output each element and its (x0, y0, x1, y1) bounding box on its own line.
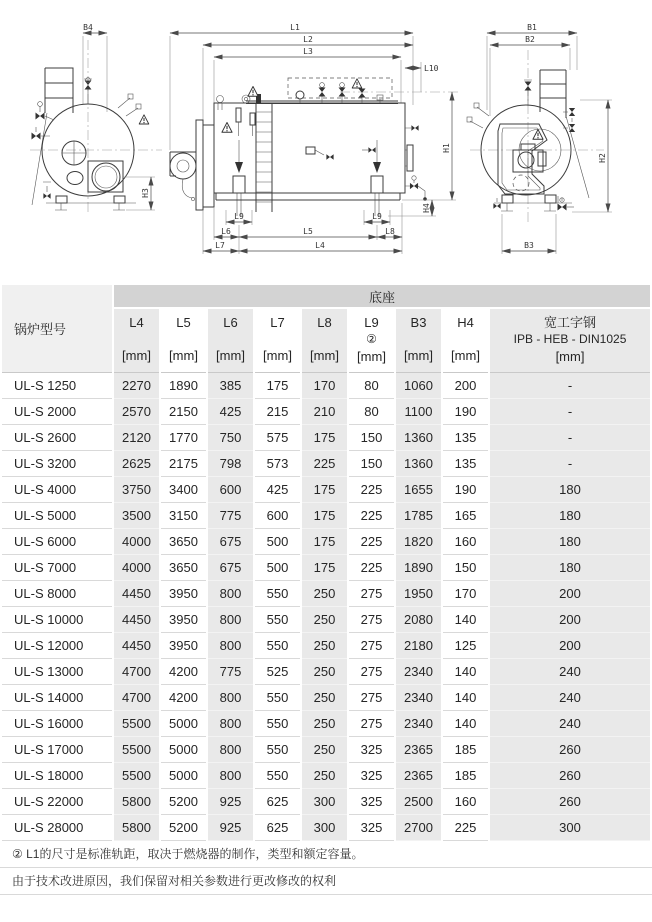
value-cell: 3750 (114, 477, 159, 503)
value-cell: 250 (302, 763, 347, 789)
value-cell: 175 (255, 373, 300, 399)
dim-label-l10: L10 (424, 64, 439, 73)
table-row (2, 477, 650, 503)
value-cell: 200 (490, 581, 650, 607)
value-cell: 225 (349, 555, 394, 581)
value-cell: 210 (302, 399, 347, 425)
model-cell: UL-S 17000 (2, 737, 112, 763)
dim-label-h1: H1 (442, 143, 451, 153)
value-cell: 550 (255, 711, 300, 737)
table-row (2, 789, 650, 815)
column-header-l5 (161, 309, 206, 373)
value-cell: 4700 (114, 659, 159, 685)
column-label: L5 (176, 315, 191, 330)
dim-label-h3: H3 (141, 188, 150, 198)
value-cell: 2625 (114, 451, 159, 477)
column-header-ibeam (490, 309, 650, 373)
value-cell: 275 (349, 659, 394, 685)
value-cell: 2340 (396, 711, 441, 737)
dim-label-l7: L7 (215, 241, 225, 250)
value-cell: 800 (208, 633, 253, 659)
column-label: L8 (317, 315, 332, 330)
value-cell: 775 (208, 659, 253, 685)
value-cell: 275 (349, 711, 394, 737)
value-cell: 180 (490, 555, 650, 581)
column-label: 宽工字钢 (544, 315, 597, 330)
value-cell: 180 (490, 529, 650, 555)
value-cell: 215 (255, 399, 300, 425)
value-cell: 5000 (161, 763, 206, 789)
value-cell: - (490, 451, 650, 477)
footnote-2: 由于技术改进原因，我们保留对相关参数进行更改修改的权利 (0, 868, 652, 895)
value-cell: 925 (208, 815, 253, 841)
column-label: L9 (364, 315, 379, 330)
value-cell: 1655 (396, 477, 441, 503)
value-cell: 3500 (114, 503, 159, 529)
column-unit: [mm] (169, 348, 198, 363)
dim-label-l5: L5 (303, 227, 313, 236)
model-cell: UL-S 13000 (2, 659, 112, 685)
table-row (2, 529, 650, 555)
table-row (2, 399, 650, 425)
value-cell: 3950 (161, 581, 206, 607)
value-cell: 325 (349, 815, 394, 841)
value-cell: 2120 (114, 425, 159, 451)
value-cell: 250 (302, 607, 347, 633)
value-cell: 225 (349, 529, 394, 555)
column-note (161, 331, 206, 346)
value-cell: 260 (490, 763, 650, 789)
value-cell: 4700 (114, 685, 159, 711)
value-cell: 4000 (114, 555, 159, 581)
model-cell: UL-S 6000 (2, 529, 112, 555)
table-row (2, 815, 650, 841)
dim-label-l4: L4 (315, 241, 325, 250)
column-note: ② (366, 332, 377, 346)
model-cell: UL-S 14000 (2, 685, 112, 711)
value-cell: 300 (490, 815, 650, 841)
value-cell: 225 (302, 451, 347, 477)
column-header-l7 (255, 309, 300, 373)
dim-label-l8: L8 (385, 227, 395, 236)
value-cell: 550 (255, 633, 300, 659)
value-cell: 225 (443, 815, 488, 841)
value-cell: 2570 (114, 399, 159, 425)
table-row (2, 581, 650, 607)
dim-label-h4: H4 (422, 203, 431, 213)
column-header-h4 (443, 309, 488, 373)
value-cell: 1890 (396, 555, 441, 581)
value-cell: 500 (255, 555, 300, 581)
value-cell: 2700 (396, 815, 441, 841)
value-cell: 675 (208, 529, 253, 555)
value-cell: 2180 (396, 633, 441, 659)
value-cell: 5200 (161, 789, 206, 815)
dim-label-l6: L6 (221, 227, 231, 236)
value-cell: 225 (349, 477, 394, 503)
value-cell: 180 (490, 477, 650, 503)
value-cell: 3950 (161, 607, 206, 633)
dim-label-b3: B3 (524, 241, 534, 250)
value-cell: 250 (302, 737, 347, 763)
base-group-header: 底座 (114, 285, 650, 309)
value-cell: 800 (208, 737, 253, 763)
value-cell: 5500 (114, 711, 159, 737)
value-cell: 225 (349, 503, 394, 529)
boiler-technical-drawing (0, 0, 652, 285)
value-cell: 180 (490, 503, 650, 529)
value-cell: 750 (208, 425, 253, 451)
table-row (2, 711, 650, 737)
table-row (2, 503, 650, 529)
value-cell: 800 (208, 581, 253, 607)
column-label: H4 (457, 315, 474, 330)
value-cell: 260 (490, 737, 650, 763)
value-cell: 5500 (114, 737, 159, 763)
value-cell: 3950 (161, 633, 206, 659)
dim-label-b1: B1 (527, 23, 537, 32)
value-cell: 140 (443, 685, 488, 711)
boiler-spec-table (0, 285, 652, 841)
table-row (2, 737, 650, 763)
value-cell: 625 (255, 815, 300, 841)
value-cell: 140 (443, 659, 488, 685)
value-cell: 325 (349, 737, 394, 763)
footnote-1: ② L1的尺寸是标准轨距，取决于燃烧器的制作，类型和额定容量。 (0, 841, 652, 868)
value-cell: 200 (443, 373, 488, 399)
value-cell: 240 (490, 711, 650, 737)
value-cell: 625 (255, 789, 300, 815)
dim-label-l9-left: L9 (234, 212, 244, 221)
value-cell: 175 (302, 503, 347, 529)
value-cell: 3150 (161, 503, 206, 529)
value-cell: 275 (349, 581, 394, 607)
value-cell: 385 (208, 373, 253, 399)
value-cell: 2365 (396, 763, 441, 789)
value-cell: 190 (443, 477, 488, 503)
column-label: L6 (223, 315, 238, 330)
value-cell: 1360 (396, 425, 441, 451)
value-cell: 525 (255, 659, 300, 685)
value-cell: 800 (208, 763, 253, 789)
value-cell: 2500 (396, 789, 441, 815)
value-cell: 170 (302, 373, 347, 399)
value-cell: 4200 (161, 659, 206, 685)
value-cell: 5200 (161, 815, 206, 841)
model-cell: UL-S 5000 (2, 503, 112, 529)
value-cell: 190 (443, 399, 488, 425)
column-unit: [mm] (451, 348, 480, 363)
value-cell: 175 (302, 477, 347, 503)
column-unit: [mm] (310, 348, 339, 363)
column-label: L7 (270, 315, 285, 330)
boiler-drawing-svg (0, 0, 652, 285)
table-row (2, 607, 650, 633)
group-header-row (2, 285, 650, 309)
value-cell: 3400 (161, 477, 206, 503)
value-cell: - (490, 399, 650, 425)
value-cell: 300 (302, 789, 347, 815)
value-cell: 1785 (396, 503, 441, 529)
column-note (114, 331, 159, 346)
value-cell: 4000 (114, 529, 159, 555)
value-cell: 573 (255, 451, 300, 477)
column-header-l8 (302, 309, 347, 373)
table-row (2, 763, 650, 789)
model-cell: UL-S 3200 (2, 451, 112, 477)
value-cell: 250 (302, 633, 347, 659)
value-cell: 185 (443, 763, 488, 789)
column-note (396, 331, 441, 346)
value-cell: 135 (443, 451, 488, 477)
value-cell: 275 (349, 633, 394, 659)
value-cell: 200 (490, 607, 650, 633)
column-note (443, 331, 488, 346)
table-row (2, 659, 650, 685)
value-cell: 160 (443, 529, 488, 555)
value-cell: 4450 (114, 607, 159, 633)
value-cell: 165 (443, 503, 488, 529)
value-cell: 80 (349, 399, 394, 425)
value-cell: 2175 (161, 451, 206, 477)
model-cell: UL-S 16000 (2, 711, 112, 737)
column-header-b3 (396, 309, 441, 373)
value-cell: 575 (255, 425, 300, 451)
value-cell: 325 (349, 789, 394, 815)
column-label: L4 (129, 315, 144, 330)
model-cell: UL-S 8000 (2, 581, 112, 607)
value-cell: 140 (443, 711, 488, 737)
value-cell: 325 (349, 763, 394, 789)
value-cell: 800 (208, 607, 253, 633)
table-row (2, 451, 650, 477)
value-cell: 500 (255, 529, 300, 555)
model-cell: UL-S 2000 (2, 399, 112, 425)
column-unit: [mm] (216, 348, 245, 363)
value-cell: 2270 (114, 373, 159, 399)
value-cell: 550 (255, 685, 300, 711)
model-cell: UL-S 22000 (2, 789, 112, 815)
value-cell: 600 (255, 503, 300, 529)
model-cell: UL-S 1250 (2, 373, 112, 399)
column-unit: [mm] (357, 349, 386, 364)
value-cell: 250 (302, 581, 347, 607)
table-row (2, 555, 650, 581)
value-cell: 1360 (396, 451, 441, 477)
value-cell: 2340 (396, 685, 441, 711)
column-header-l6 (208, 309, 253, 373)
warning-triangle-icon (352, 79, 362, 88)
model-cell: UL-S 12000 (2, 633, 112, 659)
dim-label-l2: L2 (303, 35, 313, 44)
value-cell: 550 (255, 763, 300, 789)
value-cell: 4450 (114, 581, 159, 607)
column-unit: [mm] (555, 349, 585, 364)
value-cell: 175 (302, 425, 347, 451)
value-cell: 550 (255, 607, 300, 633)
value-cell: 160 (443, 789, 488, 815)
value-cell: 5500 (114, 763, 159, 789)
value-cell: 5800 (114, 789, 159, 815)
value-cell: 170 (443, 581, 488, 607)
value-cell: 140 (443, 607, 488, 633)
value-cell: 3650 (161, 529, 206, 555)
value-cell: 600 (208, 477, 253, 503)
value-cell: 675 (208, 555, 253, 581)
table-row (2, 685, 650, 711)
dim-label-l1: L1 (290, 23, 300, 32)
value-cell: 125 (443, 633, 488, 659)
value-cell: 260 (490, 789, 650, 815)
value-cell: 250 (302, 685, 347, 711)
spec-table-body (2, 373, 650, 841)
value-cell: 2150 (161, 399, 206, 425)
value-cell: 800 (208, 711, 253, 737)
value-cell: 275 (349, 685, 394, 711)
value-cell: 1060 (396, 373, 441, 399)
value-cell: 5000 (161, 711, 206, 737)
value-cell: 240 (490, 659, 650, 685)
column-note (208, 331, 253, 346)
dim-label-b4: B4 (83, 23, 93, 32)
table-row (2, 425, 650, 451)
dim-label-l9-right: L9 (372, 212, 382, 221)
warning-triangle-icon (222, 122, 232, 132)
model-cell: UL-S 28000 (2, 815, 112, 841)
value-cell: 2340 (396, 659, 441, 685)
column-unit: [mm] (122, 348, 151, 363)
model-cell: UL-S 7000 (2, 555, 112, 581)
value-cell: - (490, 373, 650, 399)
column-label: B3 (410, 315, 427, 330)
column-note: IPB - HEB - DIN1025 (513, 332, 627, 346)
value-cell: 1100 (396, 399, 441, 425)
value-cell: 135 (443, 425, 488, 451)
model-cell: UL-S 2600 (2, 425, 112, 451)
value-cell: 2365 (396, 737, 441, 763)
value-cell: 425 (208, 399, 253, 425)
value-cell: 250 (302, 711, 347, 737)
value-cell: 1890 (161, 373, 206, 399)
value-cell: 4450 (114, 633, 159, 659)
column-unit: [mm] (404, 348, 433, 363)
column-header-l9 (349, 309, 394, 373)
value-cell: 150 (349, 425, 394, 451)
value-cell: 1950 (396, 581, 441, 607)
value-cell: 200 (490, 633, 650, 659)
value-cell: 275 (349, 607, 394, 633)
dim-label-b2: B2 (525, 35, 535, 44)
column-note (255, 331, 300, 346)
value-cell: 175 (302, 529, 347, 555)
value-cell: 550 (255, 737, 300, 763)
warning-triangle-icon (533, 129, 543, 139)
model-column-header: 锅炉型号 (2, 285, 112, 373)
dim-label-l3: L3 (303, 47, 313, 56)
column-header-l4 (114, 309, 159, 373)
rear-view (467, 23, 612, 254)
column-unit: [mm] (263, 348, 292, 363)
value-cell: 1770 (161, 425, 206, 451)
value-cell: 250 (302, 659, 347, 685)
side-view (170, 23, 458, 254)
value-cell: 800 (208, 685, 253, 711)
value-cell: 798 (208, 451, 253, 477)
value-cell: 175 (302, 555, 347, 581)
value-cell: 4200 (161, 685, 206, 711)
value-cell: 1820 (396, 529, 441, 555)
value-cell: 2080 (396, 607, 441, 633)
value-cell: 5800 (114, 815, 159, 841)
dim-label-h2: H2 (598, 153, 607, 163)
front-view (30, 23, 162, 212)
value-cell: 5000 (161, 737, 206, 763)
value-cell: 150 (349, 451, 394, 477)
model-cell: UL-S 18000 (2, 763, 112, 789)
value-cell: 240 (490, 685, 650, 711)
model-cell: UL-S 10000 (2, 607, 112, 633)
value-cell: 300 (302, 815, 347, 841)
value-cell: 80 (349, 373, 394, 399)
value-cell: 775 (208, 503, 253, 529)
warning-triangle-icon (139, 115, 149, 124)
value-cell: 150 (443, 555, 488, 581)
warning-triangle-icon (248, 86, 258, 96)
value-cell: 185 (443, 737, 488, 763)
value-cell: 3650 (161, 555, 206, 581)
value-cell: 925 (208, 789, 253, 815)
table-row (2, 373, 650, 399)
table-row (2, 633, 650, 659)
value-cell: 425 (255, 477, 300, 503)
value-cell: 550 (255, 581, 300, 607)
column-note (302, 331, 347, 346)
value-cell: - (490, 425, 650, 451)
model-cell: UL-S 4000 (2, 477, 112, 503)
